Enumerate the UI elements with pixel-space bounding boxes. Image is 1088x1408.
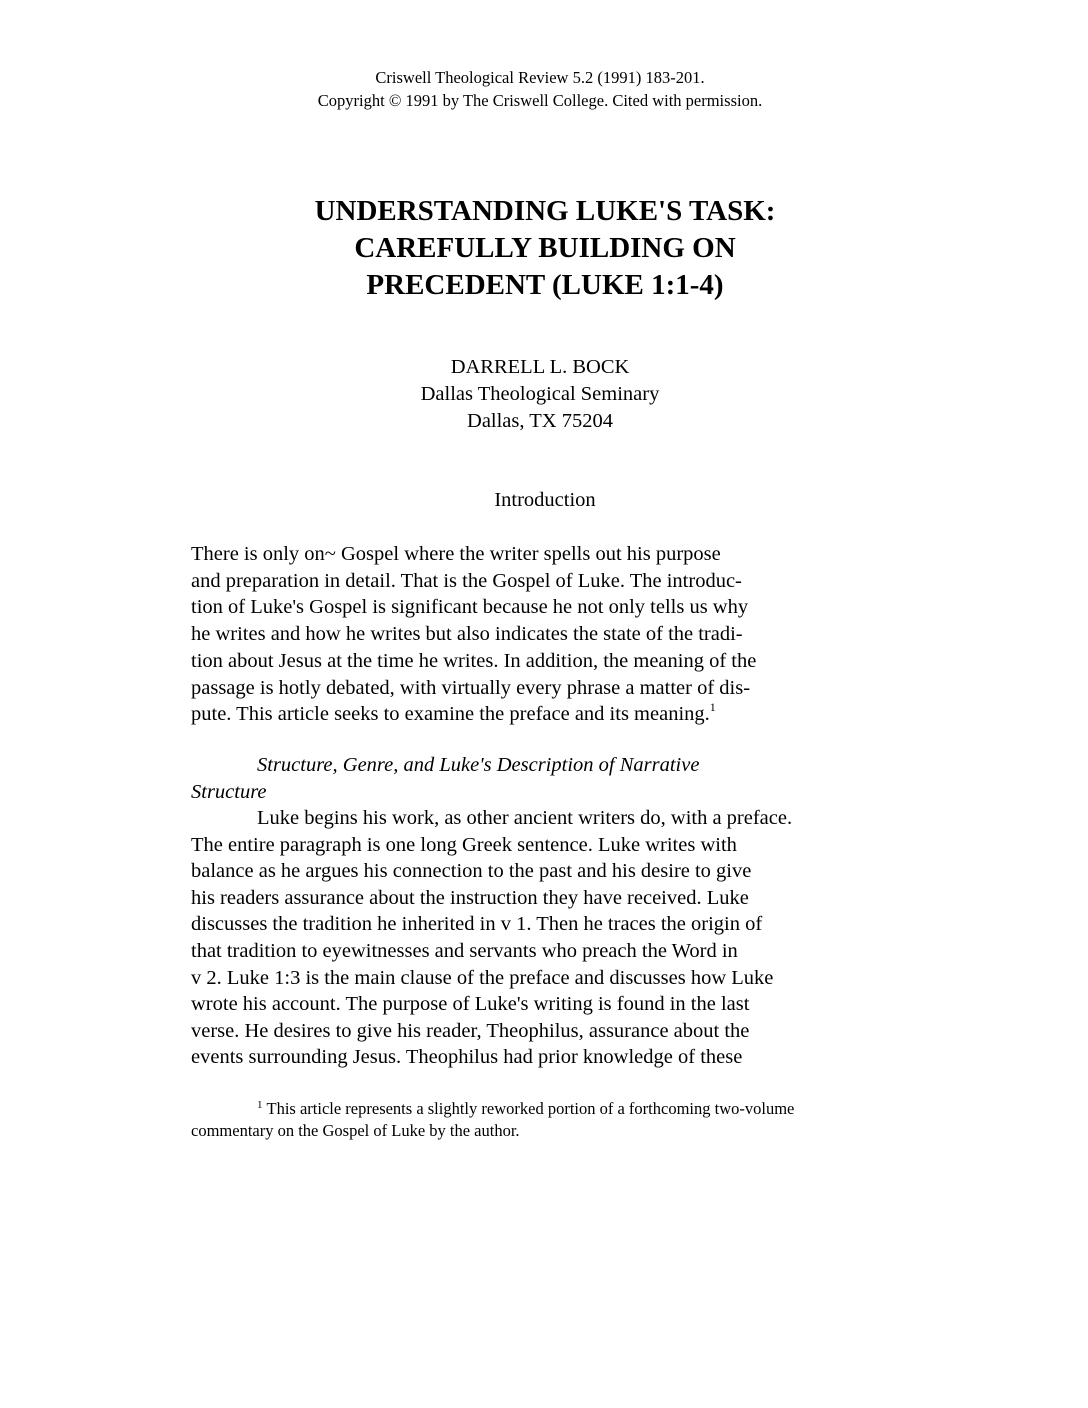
author-block [330, 354, 750, 435]
section-heading [191, 752, 891, 805]
author-location: Dallas, TX 75204 [467, 410, 613, 432]
introduction-paragraph [191, 541, 891, 728]
footnote-text: This article represents a slightly reworked portion of a forthcoming two-volume [266, 1099, 795, 1118]
introduction-heading: Introduction [494, 489, 596, 511]
title-line: CAREFULLY BUILDING ON [354, 232, 736, 264]
text-line: tion about Jesus at the time he writes. In addition, the meaning of the [191, 649, 757, 672]
text-line: discusses the tradition he inherited in v 1. Then he traces the origin of [191, 913, 763, 936]
text-line: Luke begins his work, as other ancient writers do, with a preface. [257, 807, 793, 829]
footnote-number: 1 [257, 1099, 263, 1111]
text-line: and preparation in detail. That is the Gospel of Luke. The introduc- [191, 569, 742, 592]
text-line: wrote his account. The purpose of Luke's writing is found in the last [191, 993, 750, 1016]
section-heading-line: Structure [191, 780, 267, 803]
text-line: pute. This article seeks to examine the preface and its meaning. [191, 703, 710, 726]
text-line: The entire paragraph is one long Greek sentence. Luke writes with [191, 833, 737, 856]
text-line: he writes and how he writes but also indicates the state of the tradi- [191, 623, 743, 646]
text-line: There is only on~ Gospel where the writer spells out his purpose [191, 543, 721, 565]
text-line-last [191, 701, 891, 728]
title-line: UNDERSTANDING LUKE'S TASK: [314, 195, 776, 227]
title-line: PRECEDENT (LUKE 1:1-4) [366, 269, 724, 301]
citation-header [260, 66, 820, 112]
text-line: tion of Luke's Gospel is significant because he not only tells us why [191, 596, 749, 619]
author-institution: Dallas Theological Seminary [420, 383, 660, 405]
text-line: events surrounding Jesus. Theophilus had prior knowledge of these [191, 1046, 743, 1069]
article-title [230, 193, 860, 304]
footnote-line: commentary on the Gospel of Luke by the author. [191, 1121, 520, 1140]
text-line: passage is hotly debated, with virtually every phrase a matter of dis- [191, 676, 751, 699]
text-line: that tradition to eyewitnesses and servants who preach the Word in [191, 939, 738, 962]
footnote-reference[interactable]: 1 [709, 700, 716, 715]
footnote-line [191, 1098, 911, 1120]
text-line: balance as he argues his connection to the past and his desire to give [191, 860, 752, 883]
text-line: v 2. Luke 1:3 is the main clause of the preface and discusses how Luke [191, 966, 774, 989]
citation-line: Criswell Theological Review 5.2 (1991) 183-201. [375, 68, 705, 87]
footnote [191, 1098, 911, 1142]
section-paragraph [191, 805, 891, 1071]
section-heading-line: Structure, Genre, and Luke's Description of Narrative [257, 754, 700, 776]
text-line: verse. He desires to give his reader, Theophilus, assurance about the [191, 1019, 750, 1042]
author-name: DARRELL L. BOCK [450, 356, 630, 378]
copyright-line: Copyright © 1991 by The Criswell College. Cited with permission. [317, 91, 763, 110]
text-line: his readers assurance about the instruction they have received. Luke [191, 886, 749, 909]
